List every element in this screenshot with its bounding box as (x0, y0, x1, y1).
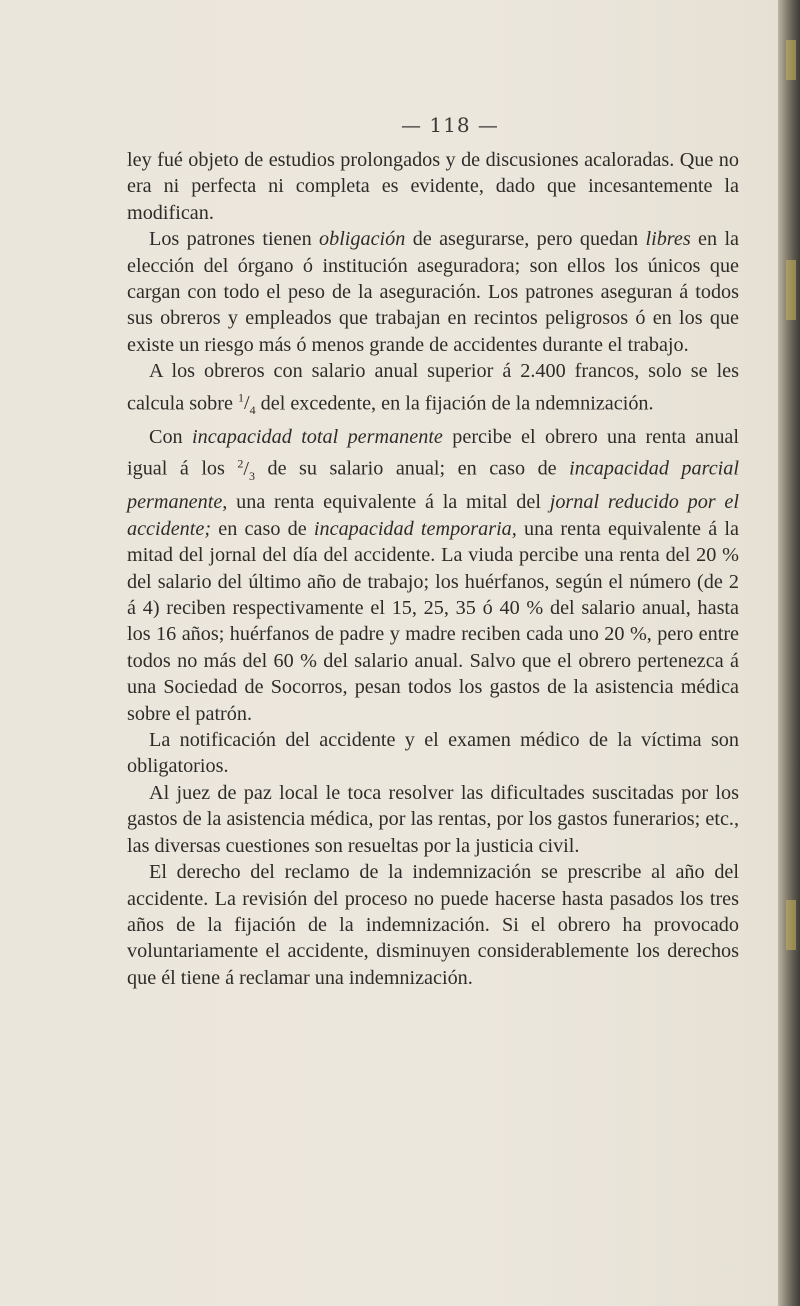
page-edge-shadow (778, 0, 800, 1306)
text-segment: ley fué objeto de estudios prolongados y de discusiones acaloradas. Que no era ni perfecta ni completa es evidente, dado que incesantemente la modifican. (127, 149, 739, 224)
text-segment: Al juez de paz local le toca resolver las dificultades suscitadas por los gastos de la asistencia médica, por las rentas, por los gastos funerarios; etc., las diversas cuestiones son resueltas por la justicia civil. (127, 781, 739, 857)
edge-discoloration (786, 40, 796, 80)
italic-text: jornal reducido por el accidente; (127, 491, 739, 540)
text-segment: El derecho del reclamo de la indemnización se prescribe al año del accidente. La revisión del proceso no puede hacerse hasta pasados los tres años de la fijación de la indemnización. Si el obrero ha provocado voluntariamente el accidente, disminuyen considerablemente los derechos que él tiene á reclamar una indemnización. (127, 861, 739, 989)
text-segment: de asegurarse, pero quedan (405, 228, 646, 251)
italic-text: obligación (319, 228, 406, 251)
text-segment: una renta equivalente á la mitad del jornal del día del accidente. La viuda percibe una renta del 20 % del salario del último año de trabajo; los huérfanos, según el número (de 2 á 4) reciben respectivamente el 15, 25, 35 ó 40 % del salario anual, hasta los 16 años; huérfanos de padre y madre reciben cada uno 20 %, pero entre todos no más del 60 % del salario anual. Salvo que el obrero pertenezca á una Sociedad de Socorros, pesan todos los gastos de la asistencia médica sobre el patrón. (127, 517, 739, 725)
edge-discoloration (786, 900, 796, 950)
paragraph (127, 147, 739, 226)
italic-text: incapacidad temporaria, (313, 517, 517, 540)
text-segment: Los patrones tienen (149, 228, 319, 251)
italic-text: incapacidad parcial permanente, (127, 457, 739, 514)
italic-text: libres (645, 228, 691, 251)
text-segment: Con (149, 425, 193, 448)
page-number: — 118 — (401, 113, 499, 137)
paragraph (127, 358, 739, 424)
fraction: $^1/_4$ (237, 390, 256, 418)
text-segment: una renta equivalente á la mital del (227, 491, 550, 514)
text-segment: A los obreros con salario anual superior á 2.400 francos, solo se les calcula sobre (127, 360, 739, 415)
edge-discoloration (786, 260, 796, 320)
text-segment: en caso de (211, 517, 314, 540)
paragraph (127, 226, 739, 358)
paragraph (127, 727, 739, 780)
paragraph (127, 780, 739, 859)
text-segment: percibe el obrero una renta anual igual á los (127, 425, 739, 480)
italic-text: incapacidad total permanente (192, 425, 443, 448)
body-text (127, 147, 739, 991)
text-segment: en la elección del órgano ó institución aseguradora; son ellos los únicos que cargan con todo el peso de la aseguración. Los patrones aseguran á todos sus obreros y empleados que trabajan en recintos peligrosos ó en los que existe un riesgo más ó menos grande de accidentes durante el trabajo. (127, 228, 740, 356)
paragraph (127, 859, 739, 991)
text-segment: de su salario anual; en caso de (255, 457, 570, 480)
paragraph (127, 424, 739, 727)
text-segment: del excedente, en la fijación de la ndemnización. (255, 392, 654, 415)
text-segment: La notificación del accidente y el examen médico de la víctima son obligatorios. (127, 729, 739, 778)
fraction: $^2/_3$ (237, 456, 255, 483)
